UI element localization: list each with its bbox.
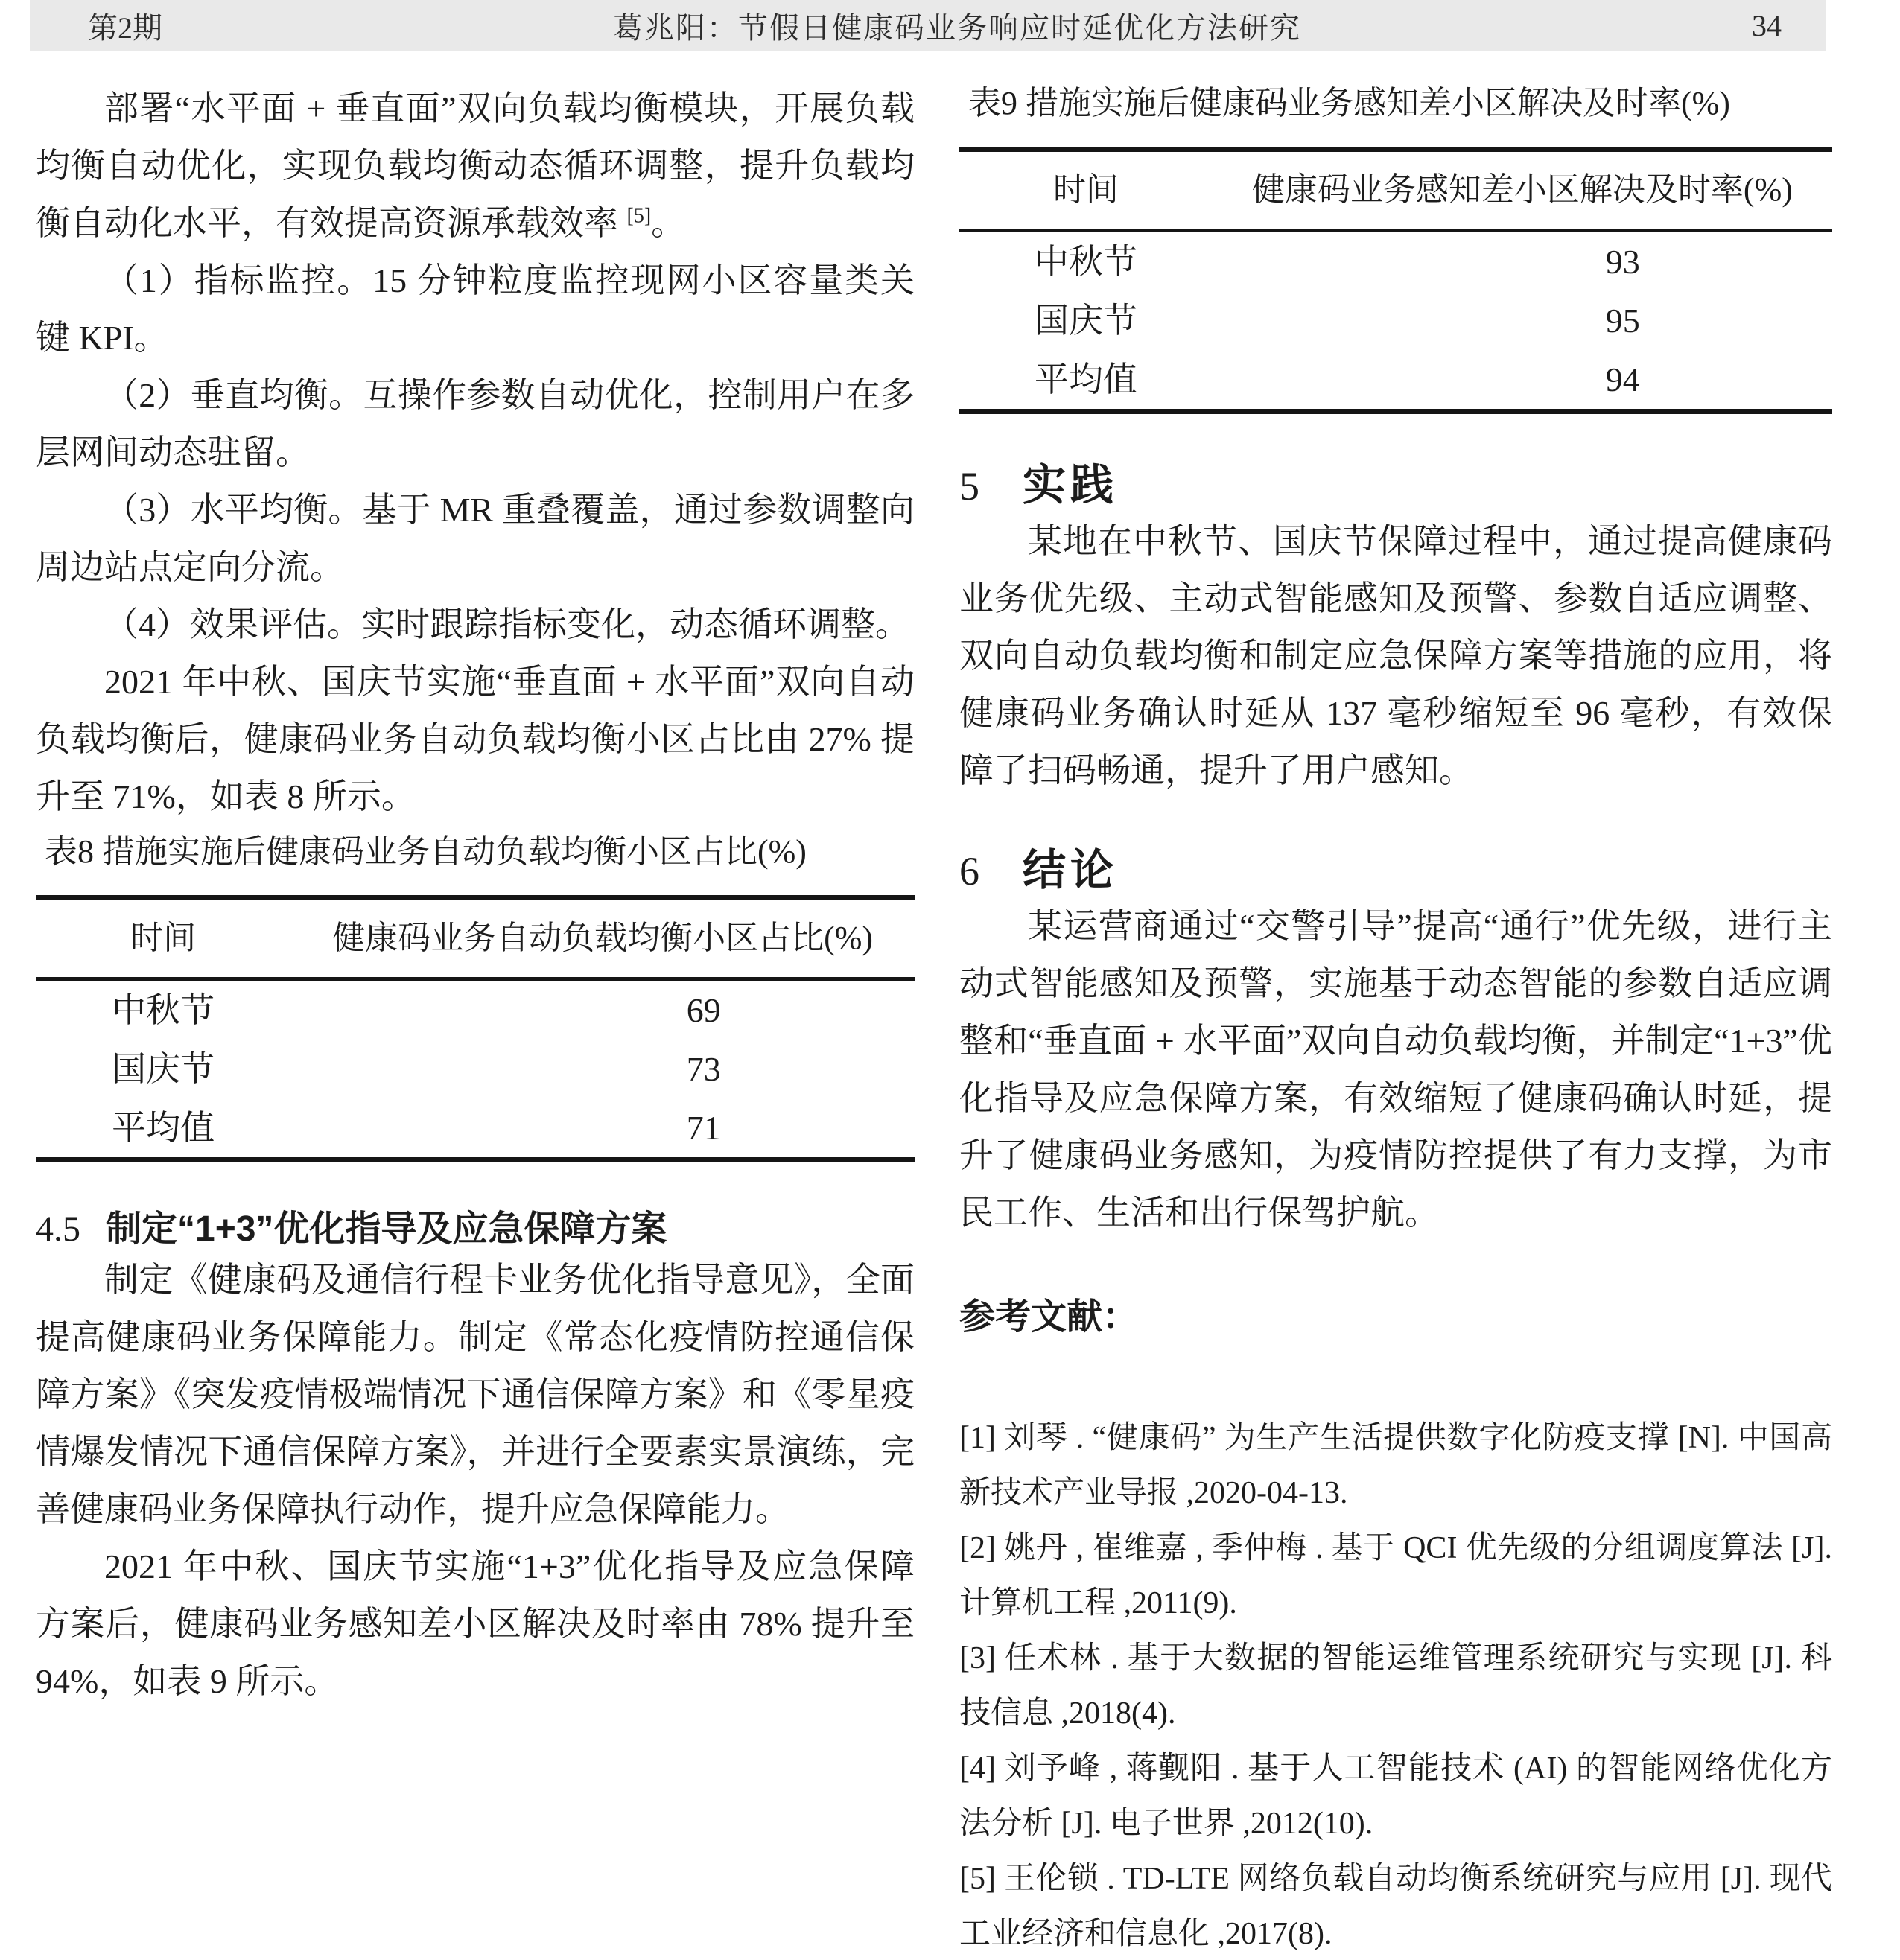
row-label: 平均值 [112, 1109, 215, 1147]
heading-number: 4.5 [36, 1209, 80, 1249]
table8-caption: 表8 措施实施后健康码业务自动负载均衡小区占比(%) [45, 833, 807, 870]
row-label: 国庆节 [1034, 302, 1137, 340]
section-5-heading [959, 450, 1832, 512]
running-title: 葛兆阳：节假日健康码业务响应时延优化方法研究 [613, 10, 1301, 45]
list-item-2: （2）垂直均衡。互操作参数自动优化，控制用户在多层网间动态驻留。 [36, 376, 915, 471]
issue-label: 第2期 [88, 10, 162, 45]
row-label: 平均值 [1034, 360, 1137, 398]
row-value: 93 [1605, 243, 1640, 281]
page-content [36, 71, 1864, 1960]
heading-title: 结论 [1023, 846, 1119, 894]
row-value: 73 [686, 1050, 721, 1088]
table9 [959, 147, 1832, 414]
references-list [959, 1410, 1832, 1960]
row-value: 94 [1605, 360, 1640, 398]
table-row [36, 1098, 915, 1157]
section-6-heading [959, 835, 1832, 897]
heading-title: 实践 [1023, 461, 1119, 509]
table-row [959, 232, 1832, 291]
table9-caption: 表9 措施实施后健康码业务感知差小区解决及时率(%) [968, 85, 1730, 121]
list-item-4: （4）效果评估。实时跟踪指标变化，动态循环调整。 [104, 605, 909, 643]
section-4-5-heading [36, 1200, 915, 1251]
reference-item: [3] 任术林 . 基于大数据的智能运维管理系统研究与实现 [J]. 科技信息 ,2018(4). [959, 1641, 1832, 1731]
heading-title: 制定“1+3”优化指导及应急保障方案 [106, 1209, 667, 1249]
references-heading: 参考文献： [959, 1297, 1139, 1337]
table8-header-row [36, 900, 915, 981]
list-item-3: （3）水平均衡。基于 MR 重叠覆盖，通过参数调整向周边站点定向分流。 [36, 491, 915, 586]
paragraph-text: 部署“水平面 + 垂直面”双向负载均衡模块，开展负载均衡自动优化，实现负载均衡动态循环调整，提升负载均衡自动化水平，有效提高资源承载效率 [36, 89, 915, 242]
list-item-1: （1）指标监控。15 分钟粒度监控现网小区容量类关键 KPI。 [36, 261, 915, 357]
reference-item: [2] 姚丹 , 崔维嘉 , 季仲梅 . 基于 QCI 优先级的分组调度算法 [J]. 计算机工程 ,2011(9). [959, 1531, 1832, 1620]
page-number: 34 [1752, 8, 1782, 42]
row-label: 中秋节 [112, 991, 215, 1029]
table8-header-metric: 健康码业务自动负载均衡小区占比(%) [332, 920, 874, 956]
heading-number: 5 [959, 464, 979, 509]
row-label: 中秋节 [1034, 243, 1137, 281]
table-row [959, 291, 1832, 350]
citation-mark: [5] [626, 204, 652, 228]
paragraph-tail: 。 [651, 204, 686, 242]
table9-header-metric: 健康码业务感知差小区解决及时率(%) [1251, 171, 1793, 208]
row-value: 69 [686, 991, 721, 1029]
table9-header-row [959, 152, 1832, 232]
reference-item: [5] 王伦锁 . TD-LTE 网络负载自动均衡系统研究与应用 [J]. 现代工业经济和信息化 ,2017(8). [959, 1862, 1832, 1951]
table-row [36, 981, 915, 1040]
table8 [36, 895, 915, 1162]
row-label: 国庆节 [112, 1050, 215, 1088]
reference-item: [1] 刘琴 . “健康码” 为生产生活提供数字化防疫支撑 [N]. 中国高新技术产业导报 ,2020-04-13. [959, 1421, 1832, 1510]
row-value: 71 [686, 1109, 721, 1147]
heading-number: 6 [959, 849, 979, 894]
running-head [30, 0, 1826, 51]
paragraph-results-table8: 2021 年中秋、国庆节实施“垂直面 + 水平面”双向自动负载均衡后，健康码业务自动负载均衡小区占比由 27% 提升至 71%，如表 8 所示。 [36, 663, 915, 815]
reference-item: [4] 刘予峰 , 蒋觐阳 . 基于人工智能技术 (AI) 的智能网络优化方法分析 [J]. 电子世界 ,2012(10). [959, 1751, 1832, 1841]
table-row [36, 1040, 915, 1098]
right-column [959, 71, 1832, 1960]
row-value: 95 [1605, 302, 1640, 340]
paragraph-load-balancing [36, 80, 915, 252]
paragraph-practice: 某地在中秋节、国庆节保障过程中，通过提高健康码业务优先级、主动式智能感知及预警、参数自适应调整、双向自动负载均衡和制定应急保障方案等措施的应用，将健康码业务确认时延从 137 毫秒缩短至 96 毫秒，有效保障了扫码畅通，提升了用户感知。 [959, 522, 1832, 789]
paragraph-results-table9: 2021 年中秋、国庆节实施“1+3”优化指导及应急保障方案后，健康码业务感知差小区解决及时率由 78% 提升至 94%，如表 9 所示。 [36, 1547, 915, 1700]
paragraph-plans: 制定《健康码及通信行程卡业务优化指导意见》，全面提高健康码业务保障能力。制定《常态化疫情防控通信保障方案》《突发疫情极端情况下通信保障方案》和《零星疫情爆发情况下通信保障方案》，并进行全要素实景演练，完善健康码业务保障执行动作，提升应急保障能力。 [36, 1261, 915, 1528]
paragraph-conclusion: 某运营商通过“交警引导”提高“通行”优先级，进行主动式智能感知及预警，实施基于动态智能的参数自适应调整和“垂直面 + 水平面”双向自动负载均衡，并制定“1+3”优化指导及应急保障方案，有效缩短了健康码确认时延，提升了健康码业务感知，为疫情防控提供了有力支撑，为市民工作、生活和出行保驾护航。 [959, 907, 1832, 1232]
table9-header-time: 时间 [1052, 171, 1119, 208]
table-row [959, 350, 1832, 409]
left-column [36, 71, 915, 1960]
table8-header-time: 时间 [130, 920, 197, 956]
